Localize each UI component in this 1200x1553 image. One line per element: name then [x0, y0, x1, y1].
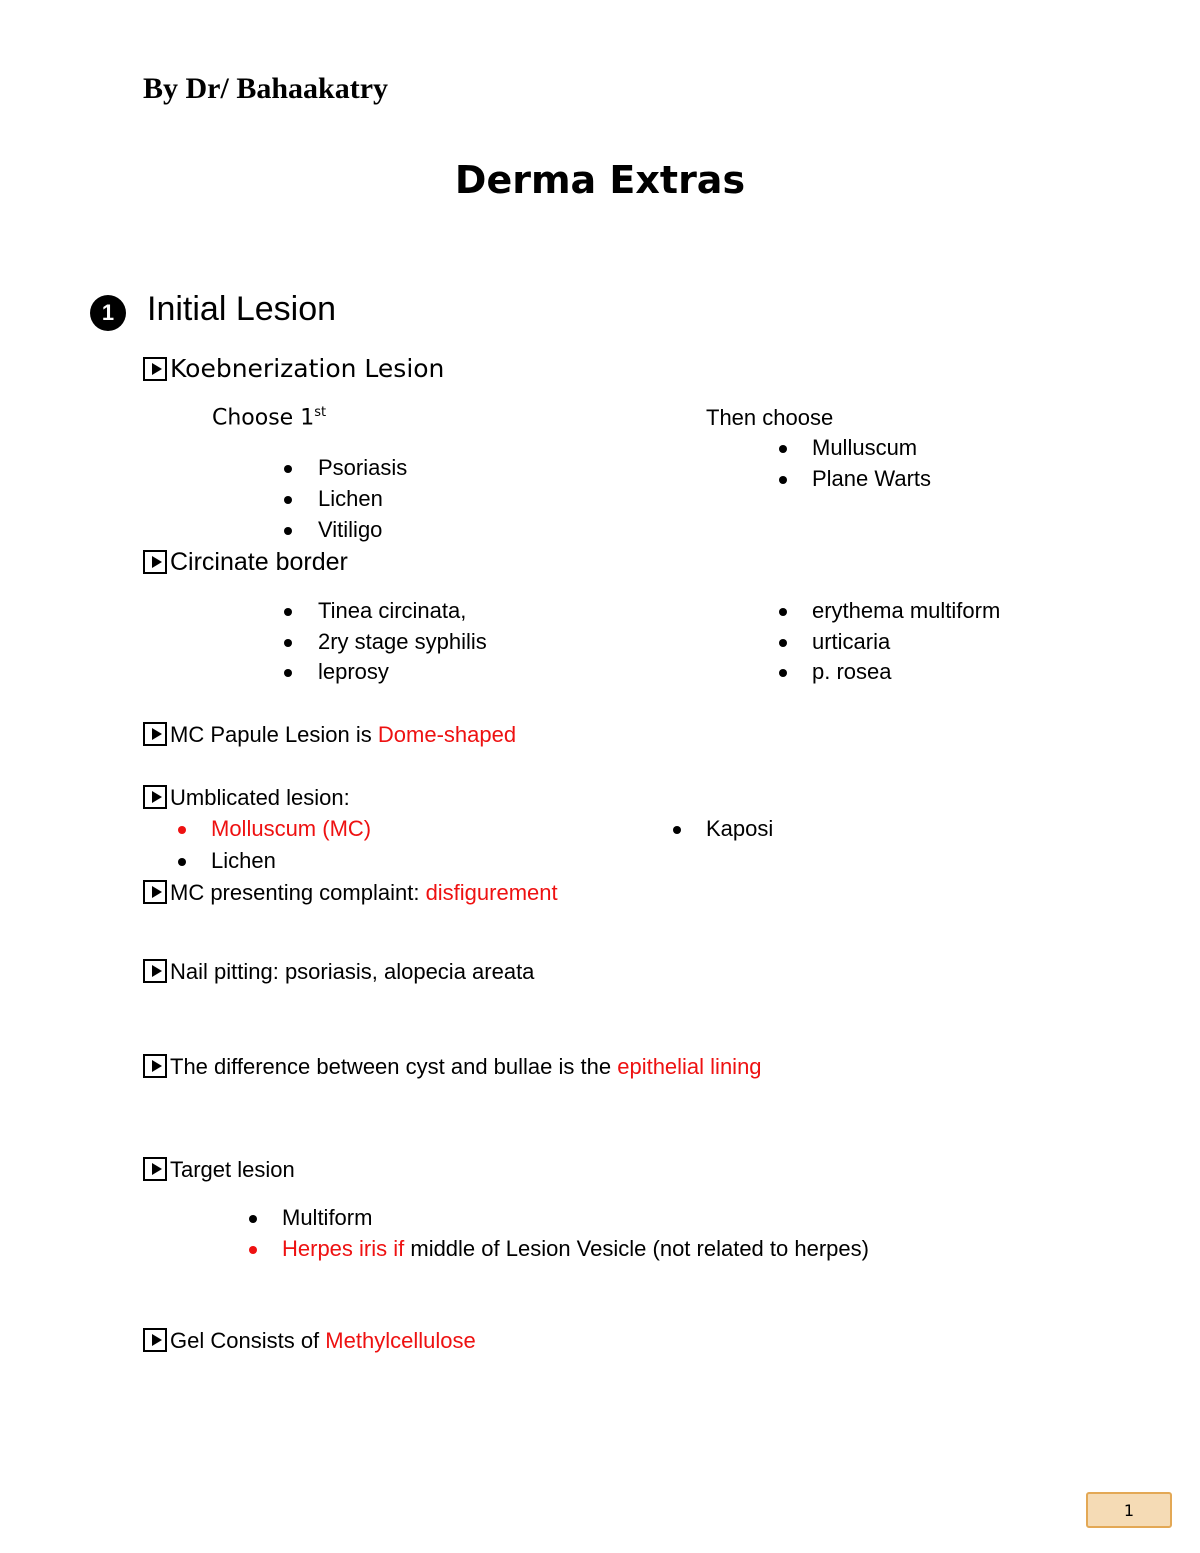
- list-item: Herpes iris if middle of Lesion Vesicle (not related to herpes): [282, 1236, 869, 1261]
- cyst-line: The difference between cyst and bullae is the epithelial lining: [143, 1054, 762, 1080]
- list-item: leprosy: [318, 659, 389, 684]
- document-title: Derma Extras: [454, 158, 746, 202]
- bullet-dot-icon: [249, 1246, 257, 1254]
- play-box-icon: [143, 357, 167, 381]
- koebner-heading: Koebnerization Lesion: [143, 354, 444, 383]
- list-item: Multiform: [282, 1205, 373, 1230]
- list-item: Molluscum (MC): [211, 816, 372, 841]
- list-item: Plane Warts: [812, 466, 932, 491]
- papule-line: MC Papule Lesion is Dome-shaped: [143, 722, 516, 748]
- circinate-heading: Circinate border: [143, 548, 348, 577]
- list-item: Lichen: [318, 486, 383, 511]
- then-choose-label: Then choose: [706, 405, 834, 430]
- umbilicated-heading: Umblicated lesion:: [143, 785, 350, 811]
- author-line: By Dr/ Bahaakatry: [143, 72, 389, 105]
- bullet-dot-icon: [284, 639, 292, 647]
- bullet-dot-icon: [779, 639, 787, 647]
- list-item: Kaposi: [706, 816, 774, 841]
- list-item: p. rosea: [812, 659, 892, 684]
- bullet-dot-icon: [284, 669, 292, 677]
- page-number-badge: 1: [1086, 1492, 1172, 1528]
- list-item: Psoriasis: [318, 455, 408, 480]
- nail-line: Nail pitting: psoriasis, alopecia areata: [143, 959, 534, 985]
- play-box-icon: [143, 959, 167, 983]
- bullet-dot-icon: [779, 476, 787, 484]
- bullet-dot-icon: [779, 608, 787, 616]
- list-item: 2ry stage syphilis: [318, 629, 487, 654]
- play-box-icon: [143, 722, 167, 746]
- list-item: erythema multiform: [812, 598, 1001, 623]
- play-box-icon: [143, 880, 167, 904]
- list-item: Mulluscum: [812, 435, 918, 460]
- gel-line: Gel Consists of Methylcellulose: [143, 1328, 476, 1354]
- bullet-dot-icon: [284, 496, 292, 504]
- play-box-icon: [143, 1157, 167, 1181]
- bullet-dot-icon: [673, 826, 681, 834]
- list-item: Tinea circinata,: [318, 598, 467, 623]
- section-number-badge: 1: [90, 295, 126, 331]
- bullet-dot-icon: [779, 445, 787, 453]
- play-box-icon: [143, 785, 167, 809]
- list-item: urticaria: [812, 629, 891, 654]
- bullet-dot-icon: [284, 527, 292, 535]
- complaint-line: MC presenting complaint: disfigurement: [143, 880, 558, 906]
- list-item: Vitiligo: [318, 517, 383, 542]
- choose-first-label: Choose 1st: [212, 405, 327, 431]
- target-heading: Target lesion: [143, 1157, 295, 1183]
- play-box-icon: [143, 550, 167, 574]
- bullet-dot-icon: [779, 669, 787, 677]
- bullet-dot-icon: [284, 608, 292, 616]
- section-heading: Initial Lesion: [147, 290, 337, 328]
- play-box-icon: [143, 1054, 167, 1078]
- play-box-icon: [143, 1328, 167, 1352]
- bullet-dot-icon: [249, 1215, 257, 1223]
- bullet-dot-icon: [178, 858, 186, 866]
- list-item: Lichen: [211, 848, 276, 873]
- bullet-dot-icon: [284, 465, 292, 473]
- bullet-dot-icon: [178, 826, 186, 834]
